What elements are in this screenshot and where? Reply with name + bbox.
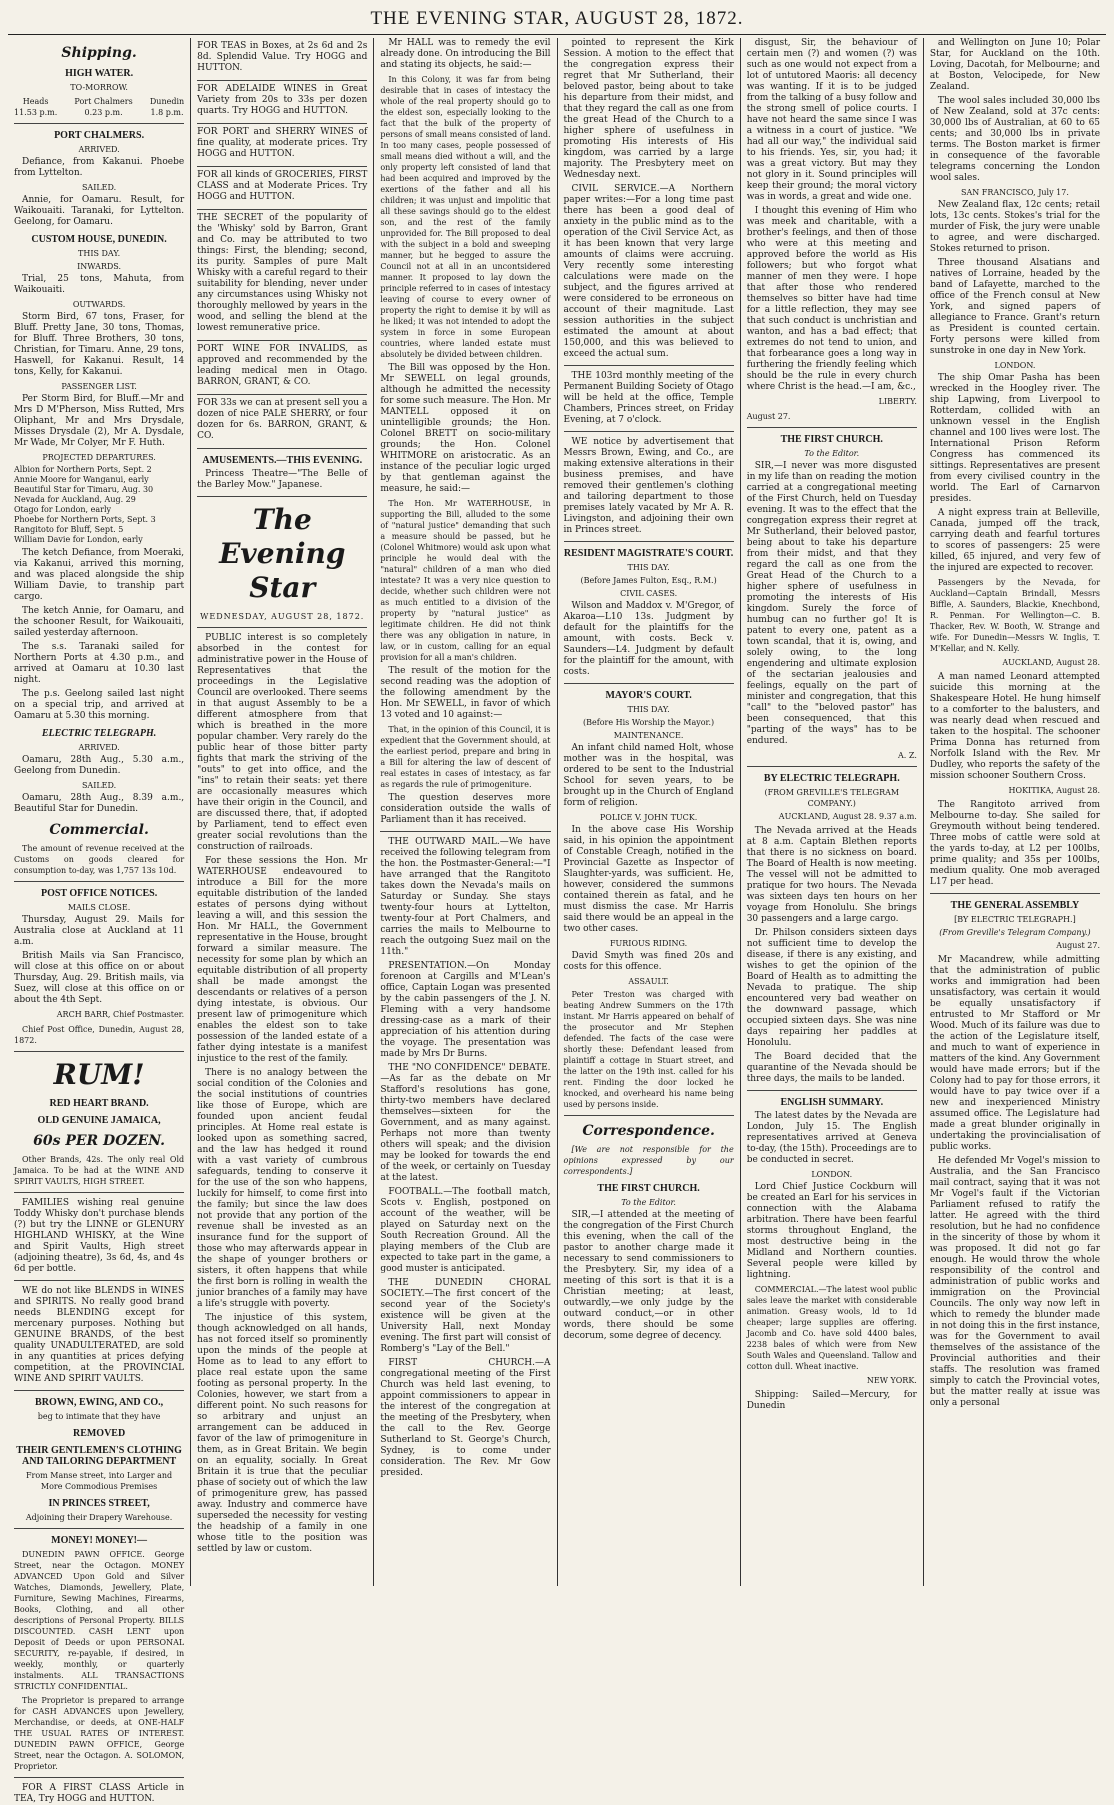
divider: [564, 683, 734, 684]
english-summary-text: The latest dates by the Nevada are London, July 15. The English representatives arrived at Geneva to-day, (the 15th). Proceedings are to be conducted in secret.: [746, 1111, 917, 1165]
column-6: [924, 38, 1106, 1586]
new-york-text: Shipping: Sailed—Mercury, for Dunedin: [746, 1390, 917, 1411]
general-assembly-heading: THE GENERAL ASSEMBLY: [950, 900, 1080, 911]
san-francisco-label: SAN FRANCISCO, July 17.: [960, 188, 1069, 197]
telegraph-text: Dr. Philson considers sixteen days not sufficient time to develop the disease, if there is any existing, and wishes to get the opinion of the Board of Health as to admitting the Nevada to pratique. The ship encountered very bad weather on the downward passage, which occupied sixteen days. She was nine days repairing her paddles at Honolulu.: [746, 928, 917, 1048]
correspondence-note: [We are not responsible for the opinions expressed by our correspondents.]: [563, 1145, 734, 1176]
projected-list: [14, 465, 184, 545]
passengers-text: Passengers by the Nevada, for Auckland—Captain Brindall, Messrs Biffle, A. Saunders, Blackie, Knechbond, R. Penman. For Wellington—C. B. Thacker, Rev. W. Booth, W. Strange and wife. For Dunedin—Messrs W. Inglis, T. M'Kellar, and N. Kelly.: [929, 578, 1101, 653]
first-church-heading: THE FIRST CHURCH.: [597, 1183, 700, 1194]
rum-text: Other Brands, 42s. The only real Old Jamaica. To be had at the WINE AND SPIRIT VAULTS, HIGH STREET.: [14, 1155, 185, 1186]
divider: [197, 627, 367, 628]
taranaki-text: The s.s. Taranaki sailed for Northern Ports at 4.30 p.m., and arrived at Oamaru at 10.30 last night.: [14, 642, 185, 685]
mayors-court-before: (Before His Worship the Mayor.): [583, 718, 715, 727]
news-item: pointed to represent the Kirk Session. A motion to the effect that the congregation express their regret that Mr Sutherland, their beloved pastor, being about to take his departure from their midst, and that they regard the call as one from the great Head of the Church to a higher sphere of usefulness in promoting His interests of His kingdom, was carried by a large majority. The Presbytery meet on Wednesday next.: [563, 38, 734, 180]
leader-paragraph: For these sessions the Hon. Mr WATERHOUSE endeavoured to introduce a Bill for the more equitable distribution of the landed estates of persons dying without leaving a will, and this session the Hon. Mr HALL, the Government representative in the House, brought forward a similar measure. The necessity for some plan by which an equitable distribution of all property shall be made amongst the descendants or relatives of a person dying intestate, is obvious. Our present law of primogeniture which enables the eldest son to take possession of the landed estate of a father dying intestate is a manifest injustice to the rest of the family.: [197, 856, 368, 1064]
ad-text: FOR PORT and SHERRY WINES of fine quality, at moderate prices. Try HOGG and HUTTON.: [197, 127, 368, 159]
mayors-court-text: An infant child named Holt, whose mother was in the hospital, was ordered to be sent to the Industrial School for seven years, to be brought up in the Church of England form of religion.: [563, 743, 734, 808]
divider: [14, 123, 184, 124]
passenger-text: Per Storm Bird, for Bluff.—Mr and Mrs D M'Pherson, Miss Rutted, Mrs Oliphant, Mr and Mrs Drysdale, Misses Drysdale (2), Mr A. Dysdale, Mr Wade, Mr Colyer, Mr F. Huth.: [14, 394, 185, 448]
ad-text: FOR 33s we can at present sell you a dozen of nice PALE SHERRY, or four dozen for 6s. BARRON, GRANT, & CO.: [197, 398, 368, 441]
port-sherry-ad: [197, 124, 367, 167]
divider: [14, 1051, 184, 1052]
telegraph-dateline: AUCKLAND, August 28. 9.37 a.m.: [778, 812, 917, 821]
list-item: Beautiful Star for Timaru, Aug. 30: [14, 485, 154, 494]
divider: [747, 1090, 917, 1091]
letter-text: SIR,—I attended at the meeting of the congregation of the First Church this evening, when the call of the pastor to another charge made it necessary to send commissioners to the Presbytery. Sir, my idea of a meeting of this sort is that it is a Christian meeting; at least, outwardly,—we only judge by the outward conduct,—or in other words, there should be some decorum, some degree of decency.: [563, 1210, 734, 1341]
news-item: THE 103rd monthly meeting of the Permanent Building Society of Otago will be held at the office, Temple Chambers, Princes street, on Friday Evening, at 7 o'clock.: [563, 371, 734, 425]
letter-signature: A. Z.: [898, 751, 917, 760]
assault-text: Peter Treston was charged with beating Andrew Summers on the 17th instant. Mr Harris appeared on behalf of the prosecutor and Mr Stephen defended. The facts of the case were shortly these: Defendant leased from plaintiff a cottage in Stuart street, and the latter on the 19th inst. called for his rent. Finding the door locked he knocked, and overheard his name being used by persons inside.: [563, 990, 734, 1109]
article-paragraph: In this Colony, it was far from being desirable that in cases of intestacy the whole of the real property should go to the eldest son, especially looking to the fact that the bulk of the property of persons of small means consisted of land. In too many cases, people possessed of small means died without a will, and the only property left consisted of land that had been acquired and improved by the exertions of the father and all his children; it was unjust and impolitic that all these savings should go to the eldest son, and the rest of the family unprovided for. The Bill proposed to deal with the subject in a bold and sweeping manner, but he begged to assure the Council not at all in an uncontsidered manner. It proposed to lay down the principle referred to in cases of intestacy leaving of course to every owner of property the right to demise it by will as he liked; it was not intended to adopt the system in force in some European countries, where landed estate must absolutely be divided between children.: [380, 75, 551, 359]
rum-price: 60s PER DOZEN.: [33, 1133, 166, 1149]
auckland-text: A man named Leonard attempted suicide this morning at the Shakespeare Hotel. He hung himself to a comforter to the balusters, and was nearly dead when rescued and taken to the hospital. The schooner Prima Donna has returned from Norfolk Island with the Rev. Mr Dudley, who reports the safety of the mission schooner Southern Cross.: [929, 672, 1101, 781]
london-label: LONDON.: [994, 361, 1036, 370]
tide-heads: Heads 11.53 p.m.: [14, 97, 58, 117]
arrived-label: ARRIVED.: [78, 145, 120, 154]
rm-court-text: Wilson and Maddox v. M'Gregor, of Akaroa—L10 13s. Judgment by default for the plaintiffs for the amount, with costs. Beck v. Saunders—L4. Judgment by default for the plaintiff for the amount, with costs.: [563, 601, 734, 677]
paper-title: The Evening Star: [219, 503, 346, 604]
list-item: Annie Moore for Wanganui, early: [14, 475, 149, 484]
ketch-text-2: The ketch Annie, for Oamaru, and the schooner Result, for Waikouaiti, sailed yesterday afternoon.: [14, 606, 185, 638]
custom-house-heading: CUSTOM HOUSE, DUNEDIN.: [31, 234, 167, 245]
ad-text: THE SECRET of the popularity of the 'Whisky' sold by Barron, Grant and Co. may be attributed to two things: First, the blending; second, its purity. Samples of pure Malt Whisky with a careful regard to their suitability for blending, never under any circumstances using Whisky not thoroughly mellowed by years in the wood, and selling the blend at the lowest remunerative price.: [197, 213, 368, 333]
article-paragraph: The Bill was opposed by the Hon. Mr SEWELL on legal grounds, although he admitted the necessity for some such measure. The Hon. Mr MANTELL opposed it on unintelligible grounds; the Hon. Colonel BRETT on socio-military grounds; the Hon. Colonel WHITMORE on aristocratic. As an instance of the peculiar logic urged by that gentleman against the measure, he said:—: [380, 363, 551, 494]
money-text: DUNEDIN PAWN OFFICE. George Street, near the Octagon. MONEY ADVANCED Upon Gold and Silver Watches, Diamonds, Jewellery, Plate, Furniture, Sewing Machines, Firearms, Books, Clothing, and all other descriptions of Personal Property. BILLS DISCOUNTED. CASH LENT upon Deposit of Deeds or upon PERSONAL SECURITY, re-payable, if desired, in weekly, monthly, or quarterly instalments. ALL TRANSACTIONS STRICTLY CONFIDENTIAL.: [14, 1550, 185, 1691]
electric-telegraph-heading: BY ELECTRIC TELEGRAPH.: [763, 773, 900, 784]
ad-text: FOR ADELAIDE WINES in Great Variety from 20s to 33s per dozen quarts. Try HOGG and HUTTON.: [197, 84, 368, 116]
brown-ewing-street: IN PRINCES STREET,: [48, 1498, 150, 1509]
whisky-ad: [197, 210, 367, 341]
tide-dunedin: Dunedin 1.8 p.m.: [149, 97, 185, 117]
column-2: [191, 38, 374, 1586]
brown-ewing-adjoining: Adjoining their Drapery Warehouse.: [25, 1513, 173, 1522]
port-chalmers-heading: PORT CHALMERS.: [54, 130, 145, 141]
maintenance-label: MAINTENANCE.: [613, 731, 684, 740]
inwards-label: INWARDS.: [77, 262, 122, 271]
letter-text: SIR,—I never was more disgusted in my life than on reading the motion carried at a congregational meeting of the First Church, held on Tuesday evening. It was to the effect that the congregation express their regret at Mr Sutherland, their beloved pastor, being about to take his departure from their midst, and that they regard the call as one from the Great Head of the Church to a higher sphere of usefulness in promoting the interests of His kingdom. Surely the force of humbug can no further go! It is patent to every one, patent as a town scandal, that it is, owing, and solely owing, to the long engendering and ultimate explosion of the sectarian jealousies and feelings, equally on the part of minister and congregation, that this "call" to the "beloved pastor" has been consequenced, that this "parting of the ways" has to be endured.: [746, 461, 917, 746]
teas-ad: [197, 38, 367, 81]
article-paragraph: The Hon. Mr WATERHOUSE, in supporting the Bill, alluded to the some of "natural justice" demanding that such a measure should be passed, but he (Colonel Whitmore) would ask upon what principle he would deal with the "natural" children of a man who died intestate? It was a very nice question to decide, whether such children were not as much entitled to a division of the property by "natural justice" as legitimate children. He did not think there was any obligation in nature, in law, or in custom, calling for an equal provision for all a man's children.: [380, 499, 551, 662]
news-item: FOOTBALL.—The football match, Scots v. English, postponed on account of the weather, will be played on Saturday next on the South Recreation Ground. All the playing members of the Club are expected to take part in the game, a good muster is anticipated.: [380, 1187, 551, 1274]
rum-subheading: RED HEART BRAND.: [49, 1098, 149, 1109]
auckland-dateline: AUCKLAND, August 28.: [1002, 658, 1101, 667]
port-wine-ad: [197, 341, 367, 395]
inwards-text: Trial, 25 tons, Mahuta, from Waikouaiti.: [14, 274, 185, 295]
passenger-heading: PASSENGER LIST.: [61, 382, 137, 391]
paper-date: WEDNESDAY, AUGUST 28, 1872.: [200, 612, 365, 621]
news-item: FIRST CHURCH.—A congregational meeting of the First Church was held last evening, to appoint commissioners to appear in the interest of the congregation at the meeting of the Presbytery, when the call to the Rev. George Sutherland to St. George's Church, Sydney, is to come under consideration. The Rev. Mr Gow presided.: [380, 1358, 551, 1478]
groceries-ad: [197, 167, 367, 210]
ad-text: FOR TEAS in Boxes, at 2s 6d and 2s 8d. Splendid Value. Try HOGG and HUTTON.: [197, 41, 368, 73]
post-date: Chief Post Office, Dunedin, August 28, 1872.: [14, 1025, 185, 1045]
list-item: Albion for Northern Ports, Sept. 2: [14, 465, 152, 474]
leader-paragraph: The injustice of this system, though acknowledged on all hands, has not forced itself so prominently upon the minds of the people at Home as to lead to any effort to place real estate upon the same footing as personal property. In the Colonies, however, we start from a different point. No such reasons for so arbitrary and unjust an arrangement can be adduced in favor of the law of primogeniture in them, as in Great Britain. We begin on an equality, socially. In Great Britain it is true that the peculiar phase of society out of which the law of primogeniture grew, has passed away. Industry and commerce have superseded the necessity for vesting the headship of a family in one whose title to the position was settled by law or custom.: [197, 1313, 368, 1554]
blends-ad: WE do not like BLENDS in WINES and SPIRITS. No really good brand needs BLENDING except for mercenary purposes. Nothing but GENUINE BRANDS, of the best quality UNADULTERATED, are sold in any quantities at prices defying competition, at the PROVINCIAL WINE AND SPIRIT VAULTS.: [14, 1286, 185, 1384]
brown-ewing-removed: REMOVED: [72, 1428, 126, 1439]
column-3: [374, 38, 557, 1586]
post-text-1: Thursday, August 29. Mails for Australia close at Auckland at 11 a.m.: [14, 915, 185, 947]
post-office-heading: POST OFFICE NOTICES.: [40, 888, 158, 899]
divider: [564, 365, 734, 366]
rm-court-day: THIS DAY.: [627, 563, 670, 572]
divider: [747, 766, 917, 767]
letter-text: I thought this evening of Him who was meek and charitable, with a brother's feelings, and then of those who were at this meeting and approved before the world as His followers; but who forgot what manner of men they were. I hope that after those who rendered themselves so bitter have had time for a little reflection, they may see that such conduct is unchristian and wanton, and has a bad effect; that extremes do not tend to union, and that forbearance goes a long way in furthering the friendly feeling which should be the rule in every church where Christ is the head.—I am, &c.,: [746, 206, 917, 392]
article-paragraph: That, in the opinion of this Council, it is expedient that the Government should, at the earliest period, prepare and bring in a Bill for altering the law of descent of real estates in cases of intestacy, as far as regards the rule of primogeniture.: [380, 725, 551, 789]
letter-date: August 27.: [746, 412, 791, 421]
tel-arrived-text: Oamaru, 28th Aug., 5.30 a.m., Geelong from Dunedin.: [14, 755, 185, 776]
news-item: PRESENTATION.—On Monday forenoon at Cargills and M'Lean's office, Captain Logan was presented by the cabin passengers of the J. N. Fleming with a very handsome dressing-case as a mark of their appreciation of his attention during the voyage. The presentation was made by Mrs Dr Burns.: [380, 961, 551, 1059]
san-francisco-text: New Zealand flax, 12c cents; retail lots, 13c cents. Stokes's trial for the murder of Fisk, the jury were unable to agree, and were discharged. Stokes returned to prison.: [929, 200, 1101, 254]
tea-ad: FOR A FIRST CLASS Article in TEA, Try HOGG and HUTTON.: [14, 1783, 185, 1804]
post-text-2: British Mails via San Francisco, will close at this office on or about Thursday, Aug. 29. British mails, via Suez, will close at this office on or about the 4th Sept.: [14, 951, 185, 1005]
letter-text: disgust, Sir, the behaviour of certain men (?) and women (?) was such as one would not expect from a lot of untutored Maoris: all decency was wanting. If it is to be judged from the talking of a busy follow and the strong smell of police courts. I have not heard the same since I was a witness in a court of justice. "We had all our way," the individual said to his friends. Yes, sir, you had; it was a great victory. But may they not glory in it. Sound principles will keep their ground; the moral victory was in words, a great and wide one.: [746, 38, 917, 202]
ad-text: FOR all kinds of GROCERIES, FIRST CLASS and at Moderate Prices. Try HOGG and HUTTON.: [197, 170, 368, 202]
correspondence-heading: Correspondence.: [582, 1123, 715, 1139]
london-text: The ship Omar Pasha has been wrecked in the Hoogley river. The ship Lapwing, from Liverpool to Rotterdam, collided with an unknown vessel in the English channel and 100 lives were lost. The International Prison Reform Congress has commenced its sittings. Representatives are present from every civilised country in the world. The Earl of Carnarvon presides.: [929, 373, 1101, 504]
rm-court-before: (Before James Fulton, Esq., R.M.): [580, 576, 717, 585]
telegraph-text: The Board decided that the quarantine of the Nevada should be three days, the mails to be landed.: [746, 1052, 917, 1084]
tel-arrived-label: ARRIVED.: [78, 743, 120, 752]
electric-telegraph-heading: ELECTRIC TELEGRAPH.: [41, 728, 157, 739]
commercial-heading: Commercial.: [49, 822, 149, 838]
divider: [197, 496, 367, 497]
divider: [380, 831, 550, 832]
outwards-label: OUTWARDS.: [72, 300, 126, 309]
san-francisco-text: Three thousand Alsatians and natives of Lorraine, headed by the band of Lafayette, marched to the office of the French consul at New York, and signed papers of allegiance to France. Grant's return as President is counted certain. Forty persons were killed from sunstroke in one day in New York.: [929, 258, 1101, 356]
ad-text: PORT WINE FOR INVALIDS, as approved and recommended by the leading medical men in Otago. BARRON, GRANT, & CO.: [197, 344, 368, 387]
tel-sailed-label: SAILED.: [81, 781, 117, 790]
general-assembly-date: August 27.: [1056, 941, 1101, 950]
news-item: THE OUTWARD MAIL.—We have received the following telegram from the hon. the Postmaster-General:—"I have arranged that the Rangitoto takes down the Nevada's mails on Saturday or Sunday. She stays twenty-four hours at Lyttelton, twenty-four at Port Chalmers, and carries the mails to Melbourne to reach the outgoing Suez mail on the 11th.": [380, 837, 551, 957]
telegraph-source: (FROM GREVILLE'S TELEGRAM COMPANY.): [764, 788, 900, 808]
commercial-text: COMMERCIAL.—The latest wool public sales leave the market with considerable animation. Greasy wools, ld to 1d cheaper; large supplies are offering. Jacomb and Co. have sold 4400 bales, 2238 bales of which were from New South Wales and Queensland. Tallow and cotton dull. Wheat inactive.: [746, 1285, 917, 1371]
furious-riding-text: David Smyth was fined 20s and costs for this offence.: [563, 951, 734, 972]
divider: [14, 1192, 184, 1193]
to-the-editor: To the Editor.: [621, 1198, 676, 1207]
money-heading: MONEY! MONEY!—: [51, 1535, 147, 1546]
masthead: THE EVENING STAR, AUGUST 28, 1872.: [8, 4, 1106, 35]
general-assembly-from: (From Greville's Telegram Company.): [939, 928, 1091, 937]
divider: [747, 427, 917, 428]
amusements-text: Princess Theatre—"The Belle of the Barley Mow." Japanese.: [197, 469, 368, 490]
adelaide-wines-ad: [197, 81, 367, 124]
column-1: [8, 38, 191, 1804]
article-paragraph: The result of the motion for the second reading was the adoption of the following amendment by the Hon. Mr SEWELL, in favor of which 13 voted and 10 against:—: [380, 666, 551, 720]
police-case-label: POLICE V. JOHN TUCK.: [599, 813, 698, 822]
geelong-text: The p.s. Geelong sailed last night on a special trip, and arrived at Oamaru at 5.30 this morning.: [14, 689, 185, 721]
brown-ewing-heading: BROWN, EWING, AND CO.,: [35, 1397, 164, 1408]
divider: [14, 1390, 184, 1391]
hokitika-text: The Rangitoto arrived from Melbourne to-day. She sailed for Greymouth without being tendered. Three mobs of cattle were sold at the yards to-day, at L2 per 100lbs, prime quality; and 35s per 100lbs, medium quality. One mob averaged L17 per head.: [929, 800, 1101, 887]
rm-court-heading: RESIDENT MAGISTRATE'S COURT.: [563, 548, 734, 559]
high-water-heading: HIGH WATER.: [65, 68, 134, 79]
this-day-label: THIS DAY.: [78, 249, 121, 258]
first-church-heading-2: THE FIRST CHURCH.: [780, 434, 883, 445]
ketch-text: The ketch Defiance, from Moeraki, via Kakanui, arrived this morning, and was placed alongside the ship William Davie, to tranship part cargo.: [14, 548, 185, 602]
pale-sherry-ad: [197, 395, 367, 449]
news-item: THE DUNEDIN CHORAL SOCIETY.—The first concert of the second year of the Society's existence will be given at the University Hall, next Monday evening. The first part will consist of Romberg's "Lay of the Bell.": [380, 1278, 551, 1354]
general-assembly-text: He defended Mr Vogel's mission to Australia, and the San Francisco mail contract, saying that it was not Mr Vogel's fault if the Victorian Parliament refused to ratify the latter. He agreed with the third resolution, but he had no confidence in the sincerity of those by whom it was proposed. It did not go far enough. He would throw the whole responsibility of the control and administration of public works and immigration on the Provincial Councils. The only way now left in which to remedy the blunder made in not doing this in the first instance, was for the Government to avail themselves of the assistance of the Provincial authorities and their staffs. The resolution was framed simply to catch the Provincial votes, but the matter really at issue was only a personal: [929, 1156, 1101, 1408]
furious-riding-label: FURIOUS RIDING.: [609, 939, 688, 948]
sailed-text: Annie, for Oamaru. Result, for Waikouaiti. Taranaki, for Lyttelton. Geelong, for Oamaru.: [14, 195, 185, 227]
brown-ewing-text: beg to intimate that they have: [37, 1412, 161, 1421]
sailed-label: SAILED.: [81, 183, 117, 192]
general-assembly-by: [BY ELECTRIC TELEGRAPH.]: [954, 915, 1076, 924]
rm-civil-cases: CIVIL CASES.: [620, 589, 678, 598]
divider: [14, 1280, 184, 1281]
amusements-heading: AMUSEMENTS.—THIS EVENING.: [202, 455, 363, 466]
divider: [14, 881, 184, 882]
commercial-text: The amount of revenue received at the Customs on goods cleared for consumption to-day, was 1,757 13s 10d.: [14, 844, 185, 875]
column-4: [558, 38, 741, 1586]
new-york-label: NEW YORK.: [866, 1376, 917, 1385]
tel-sailed-text: Oamaru, 28th Aug., 8.39 a.m., Beautiful Star for Dunedin.: [14, 793, 185, 814]
column-5: [741, 38, 924, 1586]
letter-signature: LIBERTY.: [878, 397, 917, 406]
arrived-text: Defiance, from Kakanui. Phoebe from Lyttelton.: [14, 157, 185, 178]
outwards-text: Storm Bird, 67 tons, Fraser, for Bluff. Pretty Jane, 30 tons, Thomas, for Bluff. Three Brothers, 30 tons, Christian, for Timaru. Anne, 29 tons, Haswell, for Kakanui. Result, 14 tons, Kelly, for Kakanui.: [14, 312, 185, 377]
english-summary-heading: ENGLISH SUMMARY.: [780, 1097, 884, 1108]
brown-ewing-from: From Manse street, into Larger and More Commodious Premises: [25, 1471, 173, 1491]
list-item: Otago for London, early: [14, 505, 112, 514]
london-text: A night express train at Belleville, Canada, jumped off the track, carrying death and fearful tortures to scores of passengers: 25 were killed, 65 injured, and very few of the injured are expected to recover.: [929, 508, 1101, 573]
rum-heading: RUM!: [53, 1058, 145, 1091]
divider: [14, 1528, 184, 1529]
leader-paragraph: PUBLIC interest is so completely absorbed in the contest for administrative power in the House of Representatives that the proceedings in the Legislative Council are overlooked. There seems in that august Assembly to be a different atmosphere from that which is breathed in the more popular chamber. Very rarely do the public hear of those bitter party fights that mark the striving of the "outs" to get into office, and the "ins" to retain their seats: yet there are occasionally measures which have their origin in the Council, and are discussed there, that, if adopted by Parliament, tend to effect even greater social revolutions than the construction of railroads.: [197, 633, 368, 852]
article-paragraph: The question deserves more consideration outside the walls of Parliament than it has received.: [380, 793, 551, 825]
divider: [14, 1777, 184, 1778]
telegraph-text: The Nevada arrived at the Heads at 8 a.m. Captain Blethen reports that there is no sickness on board. The Board of Health is now meeting. The vessel will not be admitted to pratique for two hours. The Nevada was sixteen days ten hours on her voyage from Honolulu. She brings 30 passengers and a large cargo.: [746, 826, 917, 924]
mayors-court-heading: MAYOR'S COURT.: [605, 690, 692, 701]
tide-table: [14, 96, 184, 118]
divider: [930, 893, 1100, 894]
assault-label: ASSAULT.: [628, 977, 669, 986]
news-item: WE notice by advertisement that Messrs Brown, Ewing, and Co., are making extensive alterations in their business premises, and have removed their gentlemen's clothing and tailoring department to those premises lately vacated by Mr A. R. Livingston, and adjoining their own in Princes street.: [563, 437, 734, 535]
list-item: Nevada for Auckland, Aug. 29: [14, 495, 136, 504]
to-the-editor: To the Editor.: [804, 449, 860, 458]
hokitika-dateline: HOKITIKA, August 28.: [1008, 786, 1101, 795]
families-ad: FAMILIES wishing real genuine Toddy Whisky don't purchase blends (?) but try the LINNE or GLENURY HIGHLAND WHISKY, at the Wine and Spirit Vaults, High street (adjoining theatre), 3s 6d, 4s, and 4s 6d per bottle.: [14, 1198, 185, 1274]
list-item: Phoebe for Northern Ports, Sept. 3: [14, 515, 156, 524]
london-label: LONDON.: [811, 1170, 853, 1179]
divider: [564, 431, 734, 432]
tide-port-chalmers: Port Chalmers 0.23 p.m.: [74, 97, 133, 117]
post-signature: ARCH BARR, Chief Postmaster.: [56, 1010, 185, 1019]
general-assembly-text: Mr Macandrew, while admitting that the administration of public works and immigration had been unsatisfactory, was certain it would be equally unsatisfactory if entrusted to Mr Stafford or Mr Wood. Much of its failure was due to the action of the Legislature itself, and much to want of experience in matters of the kind. Any Government would have made errors; but if the Colony had to pay for those errors, it would have to pay twice over if a new and inexperienced Ministry assumed office. The Legislature had made a great blunder originally in undertaking the provincialisation of public works.: [929, 955, 1101, 1152]
columns: [8, 38, 1106, 1804]
divider: [564, 1115, 734, 1116]
news-item: THE "NO CONFIDENCE" DEBATE.—As far as the debate on Mr Stafford's resolutions has gone, thirty-two members have declared themselves—sixteen for the Government, and as many against. Perhaps not more than twenty others will speak; and the division may be looked for towards the end of the week, or certainly on Tuesday at the latest.: [380, 1063, 551, 1183]
list-item: William Davie for London, early: [14, 535, 143, 544]
divider: [564, 541, 734, 542]
money-text-2: The Proprietor is prepared to arrange for CASH ADVANCES upon Jewellery, Merchandise, or deeds, at ONE-HALF THE USUAL RATES OF INTEREST. DUNEDIN PAWN OFFICE, George Street, near the Octagon. A. SOLOMON, Proprietor.: [14, 1696, 185, 1771]
leader-paragraph: There is no analogy between the social condition of the Colonies and the social institutions of countries like those of Europe, which are founded upon ancient feudal principles. At Home real estate is looked upon as something sacred, and the law has hedged it round with a vast variety of cumbrous safeguards, tending to conserve it for the use of the son who happens, luckily for himself, to come first into the family; but since the law does not provide that any portion of the revenue shall be invested as an insurance fund for the support of those who may afterwards appear in the shape of younger brothers or sisters, it often happens that while the first born is rolling in wealth the junior branches of a family may have a life's struggle with poverty.: [197, 1068, 368, 1309]
brown-ewing-dept: THEIR GENTLEMEN'S CLOTHING AND TAILORING DEPARTMENT: [16, 1445, 182, 1467]
mails-close-label: MAILS CLOSE.: [67, 903, 131, 912]
news-item: and Wellington on June 10; Polar Star, for Auckland on the 10th. Loving, Dacotah, for Melbourne; and at Boston, Velocipede, for New Zealand.: [929, 38, 1101, 92]
mayors-court-day: THIS DAY.: [627, 705, 670, 714]
article-paragraph: Mr HALL was to remedy the evil already done. On introducing the Bill and stating its objects, he said:—: [380, 38, 551, 70]
rum-jamaica: OLD GENUINE JAMAICA,: [37, 1115, 161, 1126]
police-case-text: In the above case His Worship said, in his opinion the appointment of Constable Creagh, notified in the Provincial Gazette as Inspector of Slaughter-yards, was sufficient. He, however, considered the summons contained therein as fatal, and he must dismiss the case. Mr Harris said there would be an appeal in the two other cases.: [563, 825, 734, 934]
london-text: Lord Chief Justice Cockburn will be created an Earl for his services in connection with the Alabama arbitration. There have been fearful storms throughout England, the most destructive being in the Midland and Northern counties. Several people were killed by lightning.: [746, 1182, 917, 1280]
list-item: Rangitoto for Bluff, Sept. 5: [14, 525, 124, 534]
news-item: CIVIL SERVICE.—A Northern paper writes:—For a long time past there has been a good deal of anxiety in the public mind as to the operation of the Civil Service Act, as it has been known that very large amounts of claims were accruing. Very recently some interesting calculations were made on the subject, and the figures arrived at were considered to be erroneous on account of their magnitude. Last session authorities in the subject estimated the amount at about 150,000, and this was believed to exceed the actual sum.: [563, 184, 734, 359]
news-item: The wool sales included 30,000 lbs of New Zealand, sold at 37c cents: 30,000 lbs of Australian, at 60 to 65 cents; and 30,000 lbs in private terms. The Boston market is firmer in consequence of the favorable telegrams concerning the London wool sales.: [929, 96, 1101, 183]
tomorrow-label: TO-MORROW.: [70, 83, 128, 92]
projected-heading: PROJECTED DEPARTURES.: [42, 453, 156, 462]
shipping-heading: Shipping.: [61, 45, 137, 61]
